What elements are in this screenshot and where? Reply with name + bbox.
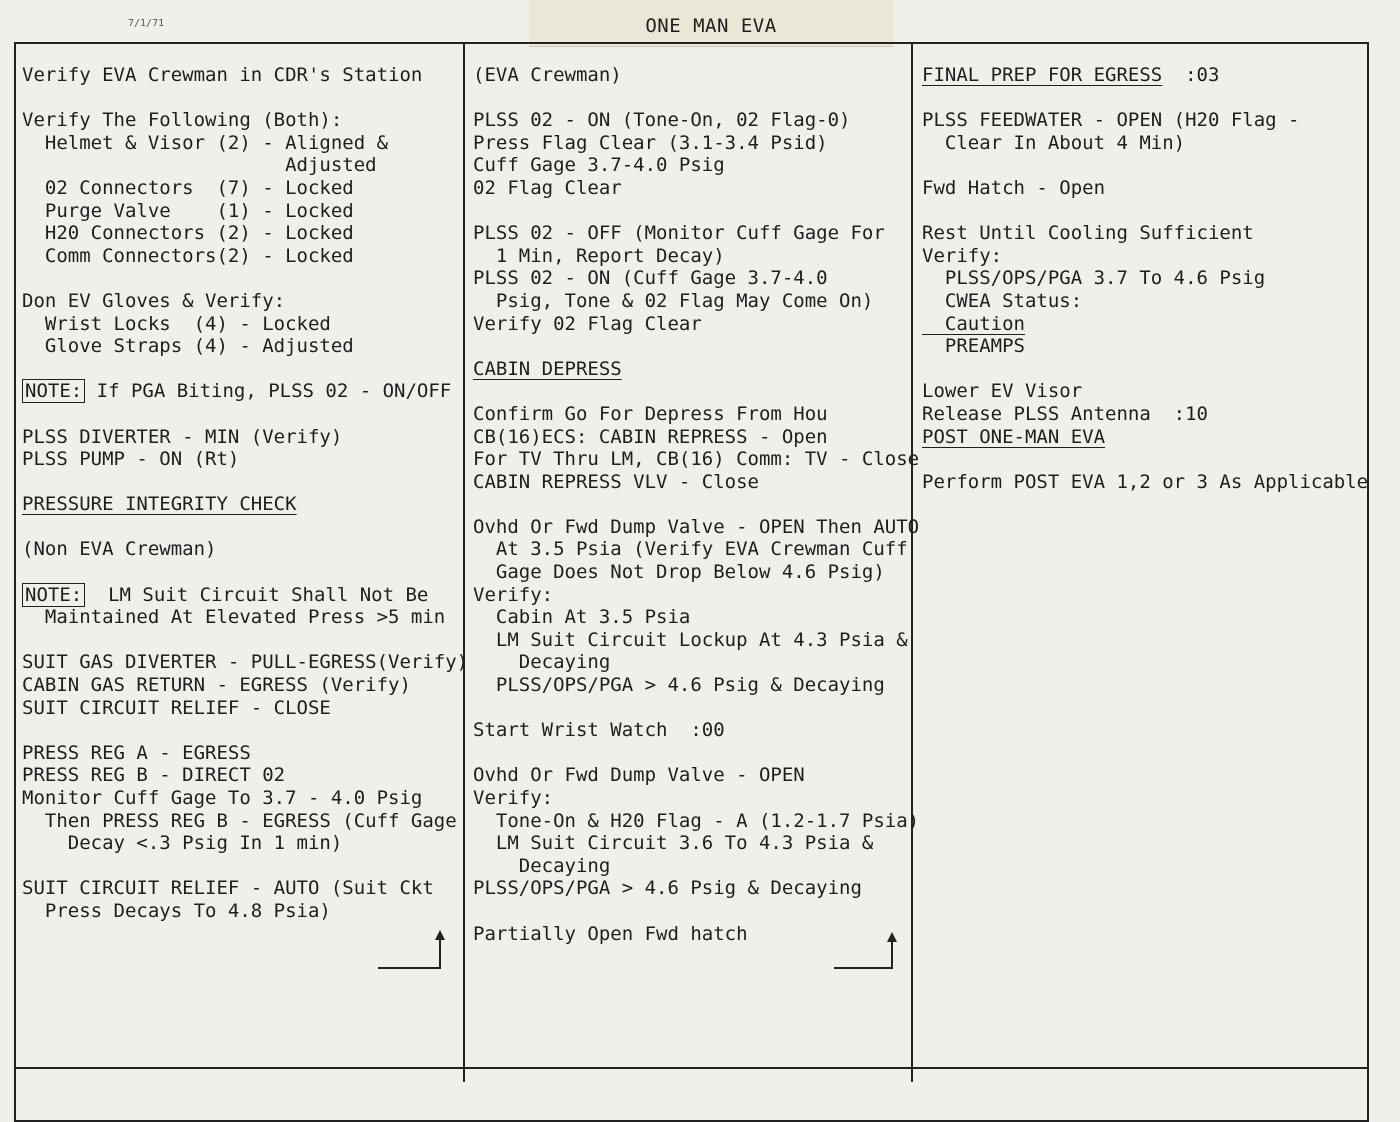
checklist-line <box>22 832 462 855</box>
checklist-line <box>22 132 462 155</box>
blank-line <box>473 380 909 403</box>
line-text: 02 Flag Clear <box>473 176 622 199</box>
checklist-line <box>22 448 462 471</box>
checklist-line <box>22 64 462 87</box>
line-text: PREAMPS <box>922 335 1025 358</box>
line-text: Verify The Following (Both): <box>22 109 343 132</box>
checklist-line <box>22 313 462 336</box>
checklist-line <box>22 810 462 833</box>
line-text: Then PRESS REG B - EGRESS (Cuff Gage <box>22 809 457 832</box>
checklist-line <box>22 222 462 245</box>
line-text: (Non EVA Crewman) <box>22 538 217 561</box>
checklist-line <box>22 380 462 403</box>
checklist-line <box>22 584 462 607</box>
checklist-line <box>473 267 909 290</box>
line-text: CABIN DEPRESS <box>473 357 622 380</box>
checklist-line <box>473 584 909 607</box>
blank-line <box>22 267 462 290</box>
blank-line <box>22 561 462 584</box>
line-text: Verify EVA Crewman in CDR's Station <box>22 64 423 86</box>
line-text: If PGA Biting, PLSS 02 - ON/OFF <box>85 380 452 403</box>
blank-line <box>22 629 462 652</box>
checklist-line <box>473 787 909 810</box>
checklist-line <box>473 290 909 313</box>
checklist-line <box>22 651 469 674</box>
line-text: PLSS/OPS/PGA > 4.6 Psig & Decaying <box>473 674 885 697</box>
line-text: Psig, Tone & 02 Flag May Come On) <box>473 289 874 312</box>
blank-line <box>22 516 462 539</box>
checklist-line <box>473 64 909 87</box>
line-text: For TV Thru LM, CB(16) Comm: TV - Close <box>473 448 920 471</box>
line-text: PLSS 02 - ON (Cuff Gage 3.7-4.0 <box>473 267 828 290</box>
checklist-line <box>22 674 462 697</box>
line-text: CB(16)ECS: CABIN REPRESS - Open <box>473 425 828 448</box>
checklist-line <box>22 877 462 900</box>
line-text: Tone-On & H20 Flag - A (1.2-1.7 Psia) <box>473 809 920 832</box>
line-text: Comm Connectors(2) - Locked <box>22 244 354 267</box>
line-text: LM Suit Circuit Lockup At 4.3 Psia & <box>473 628 908 651</box>
line-text: Press Decays To 4.8 Psia) <box>22 899 331 922</box>
section-heading <box>473 358 909 381</box>
line-text: Decaying <box>473 651 611 674</box>
checklist-line <box>473 651 909 674</box>
checklist-line <box>22 538 462 561</box>
column-2 <box>473 64 920 945</box>
checklist-line <box>922 222 1362 245</box>
line-text: Verify: <box>922 244 1003 267</box>
section-heading <box>922 64 1362 87</box>
checklist-line <box>922 132 1362 155</box>
line-text: SUIT CIRCUIT RELIEF - AUTO (Suit Ckt <box>22 877 434 900</box>
line-text: PRESS REG B - DIRECT 02 <box>22 764 286 787</box>
line-text: Fwd Hatch - Open <box>922 176 1106 199</box>
blank-line <box>473 335 909 358</box>
blank-line <box>473 697 909 720</box>
line-text: PLSS 02 - OFF (Monitor Cuff Gage For <box>473 222 885 245</box>
line-text: Decay <.3 Psig In 1 min) <box>22 832 343 855</box>
checklist-line <box>922 470 1369 494</box>
line-text: H20 Connectors (2) - Locked <box>22 222 354 245</box>
line-text: CWEA Status: <box>922 289 1083 312</box>
line-text: PRESS REG A - EGRESS <box>22 741 251 764</box>
checklist-line <box>473 515 920 539</box>
line-text: 1 Min, Report Decay) <box>473 244 725 267</box>
line-text: Glove Straps (4) - Adjusted <box>22 335 354 358</box>
checklist-line <box>473 471 909 494</box>
checklist-line <box>22 177 462 200</box>
line-text: Gage Does Not Drop Below 4.6 Psig) <box>473 561 885 584</box>
line-text: Confirm Go For Depress From Hou <box>473 402 828 425</box>
line-text: Ovhd Or Fwd Dump Valve - OPEN Then AUTO <box>473 515 920 538</box>
checklist-line <box>22 290 462 313</box>
line-text: FINAL PREP FOR EGRESS <box>922 64 1163 86</box>
line-text: Press Flag Clear (3.1-3.4 Psid) <box>473 131 828 154</box>
line-text: PRESSURE INTEGRITY CHECK <box>22 493 297 516</box>
checklist-line <box>22 154 462 177</box>
checklist-line <box>473 313 909 336</box>
checklist-line <box>473 403 909 426</box>
checklist-line <box>473 561 909 584</box>
checklist-line <box>473 674 909 697</box>
line-text: Ovhd Or Fwd Dump Valve - OPEN <box>473 764 805 787</box>
line-text: POST ONE-MAN EVA <box>922 425 1106 448</box>
line-text: (EVA Crewman) <box>473 64 622 86</box>
section-heading <box>922 426 1362 449</box>
line-text: Verify 02 Flag Clear <box>473 312 702 335</box>
line-text: Adjusted <box>22 154 377 177</box>
note-label: NOTE: <box>22 379 85 403</box>
line-text: 02 Connectors (7) - Locked <box>22 176 354 199</box>
line-text: Release PLSS Antenna :10 <box>922 402 1208 425</box>
checklist-line <box>473 629 909 652</box>
line-text: Decaying <box>473 854 611 877</box>
section-heading <box>22 493 462 516</box>
line-text: Perform POST EVA 1,2 or 3 As Applicable <box>922 470 1369 493</box>
checklist-line <box>22 245 462 268</box>
line-text: Helmet & Visor (2) - Aligned & <box>22 131 389 154</box>
line-text: PLSS 02 - ON (Tone-On, 02 Flag-0) <box>473 109 851 132</box>
checklist-line <box>922 290 1362 313</box>
checklist-line <box>922 109 1362 132</box>
line-text: PLSS FEEDWATER - OPEN (H20 Flag - <box>922 109 1300 132</box>
checklist-line <box>22 335 462 358</box>
note-label: NOTE: <box>22 583 85 607</box>
line-text: Wrist Locks (4) - Locked <box>22 312 331 335</box>
line-text: Cabin At 3.5 Psia <box>473 606 691 629</box>
blank-line <box>22 403 462 426</box>
line-text: Clear In About 4 Min) <box>922 131 1186 154</box>
checklist-line <box>922 335 1362 358</box>
checklist-line <box>473 877 909 900</box>
date-stamp: 7/1/71 <box>128 18 165 29</box>
blank-line <box>22 471 462 494</box>
continue-arrow-icon <box>830 930 906 974</box>
line-text: Don EV Gloves & Verify: <box>22 289 286 312</box>
column-divider-2 <box>911 42 913 1082</box>
continue-arrow-icon <box>374 928 450 972</box>
checklist-line <box>22 200 462 223</box>
column-3 <box>922 64 1369 493</box>
blank-line <box>473 900 909 923</box>
checklist-line <box>22 606 462 629</box>
page-title: ONE MAN EVA <box>645 15 777 37</box>
blank-line <box>922 154 1362 177</box>
line-text: CABIN GAS RETURN - EGRESS (Verify) <box>22 674 411 697</box>
section-heading <box>922 313 1362 336</box>
blank-line <box>22 855 462 878</box>
blank-line <box>922 87 1362 110</box>
line-text: Purge Valve (1) - Locked <box>22 199 354 222</box>
checklist-line <box>473 109 909 132</box>
bottom-rule <box>14 1067 1369 1069</box>
checklist-line <box>473 719 909 742</box>
checklist-line <box>22 742 462 765</box>
time-marker: :03 <box>1162 64 1220 86</box>
checklist-line <box>473 606 909 629</box>
line-text: CABIN REPRESS VLV - Close <box>473 470 759 493</box>
line-text: LM Suit Circuit 3.6 To 4.3 Psia & <box>473 832 874 855</box>
line-text: Lower EV Visor <box>922 380 1083 403</box>
line-text: Cuff Gage 3.7-4.0 Psig <box>473 154 725 177</box>
checklist-line <box>473 764 909 787</box>
line-text: Maintained At Elevated Press >5 min <box>22 606 446 629</box>
blank-line <box>22 719 462 742</box>
line-text: SUIT GAS DIVERTER - PULL-EGRESS(Verify) <box>22 651 469 674</box>
line-text: PLSS PUMP - ON (Rt) <box>22 448 240 471</box>
blank-line <box>22 358 462 381</box>
checklist-line <box>473 448 920 471</box>
blank-line <box>922 200 1362 223</box>
checklist-line <box>22 787 462 810</box>
checklist-line <box>473 177 909 200</box>
blank-line <box>922 358 1362 381</box>
checklist-line <box>922 403 1362 426</box>
line-text: PLSS/OPS/PGA 3.7 To 4.6 Psig <box>922 267 1266 290</box>
blank-line <box>473 742 909 765</box>
blank-line <box>22 87 462 110</box>
line-text: Verify: <box>473 787 554 809</box>
line-text: PLSS DIVERTER - MIN (Verify) <box>22 425 343 448</box>
checklist-line <box>473 132 909 155</box>
line-text: Verify: <box>473 583 554 606</box>
checklist-line <box>22 109 462 132</box>
checklist-line <box>473 222 909 245</box>
checklist-line <box>473 154 909 177</box>
line-text: Rest Until Cooling Sufficient <box>922 222 1254 245</box>
blank-line <box>473 493 909 516</box>
column-1 <box>22 64 469 923</box>
line-text: Caution <box>922 312 1025 335</box>
checklist-line <box>922 245 1362 268</box>
checklist-line <box>22 764 462 787</box>
checklist-line <box>922 267 1362 290</box>
checklist-line <box>922 177 1362 200</box>
line-text: SUIT CIRCUIT RELIEF - CLOSE <box>22 696 331 719</box>
line-text: At 3.5 Psia (Verify EVA Crewman Cuff <box>473 538 908 561</box>
checklist-line <box>473 245 909 268</box>
checklist-line <box>922 380 1362 403</box>
line-text: LM Suit Circuit Shall Not Be <box>85 583 429 606</box>
checklist-line <box>473 809 920 833</box>
line-text: Start Wrist Watch :00 <box>473 719 725 742</box>
line-text: PLSS/OPS/PGA > 4.6 Psig & Decaying <box>473 877 862 900</box>
checklist-line <box>473 855 909 878</box>
checklist-line <box>473 538 909 561</box>
blank-line <box>922 448 1362 471</box>
checklist-line <box>22 426 462 449</box>
checklist-line <box>22 900 462 923</box>
line-text: Monitor Cuff Gage To 3.7 - 4.0 Psig <box>22 787 423 809</box>
checklist-line <box>473 832 909 855</box>
blank-line <box>473 87 909 110</box>
line-text: Partially Open Fwd hatch <box>473 922 748 945</box>
column-divider-1 <box>463 42 465 1082</box>
checklist-line <box>473 426 909 449</box>
blank-line <box>473 200 909 223</box>
checklist-line <box>22 697 462 720</box>
